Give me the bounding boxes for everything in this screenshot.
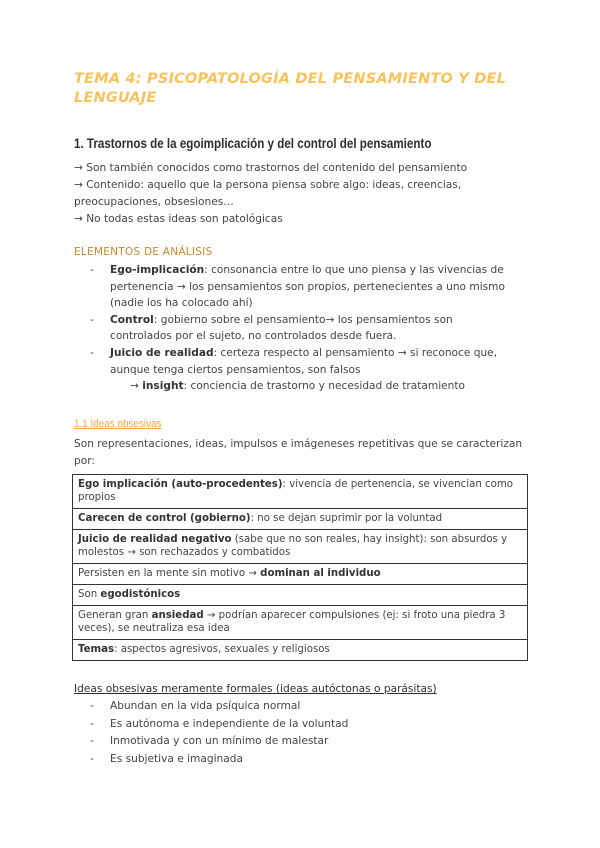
list-item	[90, 262, 510, 312]
elements-list	[90, 262, 510, 395]
list-item: - Es autónoma e independiente de la voluntad	[90, 716, 348, 734]
list-item	[90, 312, 510, 345]
dash-bullet-icon: -	[90, 264, 94, 276]
list-item	[90, 345, 510, 395]
term: Ego-implicación	[110, 264, 205, 276]
table-row: Ego implicación (auto-procedentes): vivencia de pertenencia, se vivencian como propios	[73, 475, 528, 509]
dash-bullet-icon: -	[90, 717, 94, 730]
table-row: Persisten en la mente sin motivo → dominan al individuo	[73, 564, 528, 585]
section-heading-1: 1. Trastornos de la egoimplicación y del control del pensamiento	[74, 136, 432, 151]
intro-line: → Contenido: aquello que la persona piensa sobre algo: ideas, creencias, preocupaciones, obsesiones…	[74, 179, 462, 208]
dash-bullet-icon: -	[90, 735, 94, 747]
list-item: - Inmotivada y con un mínimo de malestar	[90, 733, 348, 751]
table-row: Son egodistónicos	[73, 585, 528, 606]
section-1-intro	[74, 160, 544, 228]
definition: : conciencia de trastorno y necesidad de tratamiento	[183, 380, 466, 393]
definition: : consonancia entre lo que uno piensa y las vivencias de pertenencia → los pensamientos son propios, pertenecientes a uno mismo (nadie los ha colocado ahí)	[110, 264, 505, 310]
intro-line: → No todas estas ideas son patológicas	[74, 213, 283, 225]
definition: : certeza respecto al pensamiento → si reconoce que, aunque tenga ciertos pensamientos, son falsos	[110, 346, 498, 376]
section-1-1-intro: Son representaciones, ideas, impulsos e imágeneses repetitivas que se caracterizan por:	[74, 438, 523, 467]
formal-ideas-list	[90, 698, 348, 768]
term: insight	[142, 380, 184, 393]
table-row: Juicio de realidad negativo (sabe que no son reales, hay insight): son absurdos y molestos → son rechazados y combatidos	[73, 530, 528, 564]
section-heading-1-1: 1.1 Ideas obsesivas	[74, 418, 162, 430]
characteristics-table	[72, 474, 528, 661]
table-row: Generan gran ansiedad → podrían aparecer compulsiones (ej: si froto una piedra 3 veces), se neutraliza esa idea	[73, 606, 528, 640]
sub-item: → insight: conciencia de trastorno y necesidad de tratamiento	[130, 380, 466, 393]
term: Juicio de realidad	[110, 346, 214, 359]
dash-bullet-icon: -	[90, 346, 94, 359]
table-row: Temas: aspectos agresivos, sexuales y religiosos	[73, 640, 528, 661]
elements-label: ELEMENTOS DE ANÁLISIS	[74, 246, 213, 258]
formal-ideas-heading: Ideas obsesivas meramente formales (ideas autóctonas o parásitas)	[74, 683, 437, 695]
dash-bullet-icon: -	[90, 752, 94, 765]
dash-bullet-icon: -	[90, 700, 94, 712]
definition: : gobierno sobre el pensamiento→ los pensamientos son controlados por el sujeto, no controlados desde fuera.	[110, 313, 453, 343]
term: Control	[110, 313, 154, 326]
list-item: - Abundan en la vida psíquica normal	[90, 698, 348, 716]
intro-line: → Son también conocidos como trastornos del contenido del pensamiento	[74, 162, 468, 174]
table-row: Carecen de control (gobierno): no se dejan suprimir por la voluntad	[73, 509, 528, 530]
list-item: - Es subjetiva e imaginada	[90, 751, 348, 769]
page-title: TEMA 4: PSICOPATOLOGÍA DEL PENSAMIENTO Y DEL LENGUAJE	[74, 71, 507, 106]
dash-bullet-icon: -	[90, 313, 94, 326]
